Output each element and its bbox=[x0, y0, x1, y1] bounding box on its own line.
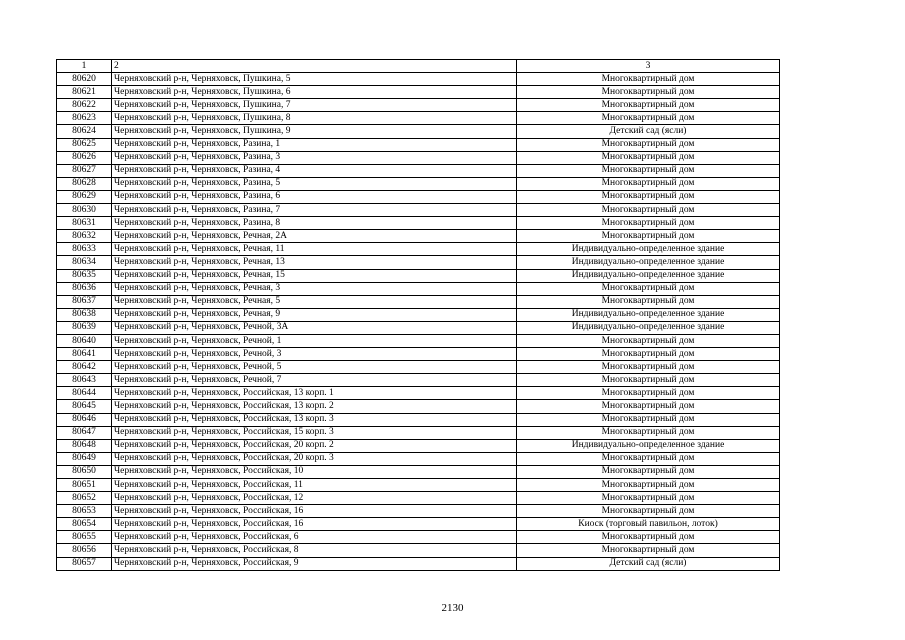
address-cell: Черняховский р-н, Черняховск, Пушкина, 7 bbox=[112, 99, 517, 112]
address-cell: Черняховский р-н, Черняховск, Разина, 5 bbox=[112, 177, 517, 190]
table-row bbox=[57, 308, 780, 321]
address-cell: Черняховский р-н, Черняховск, Речная, 13 bbox=[112, 256, 517, 269]
row-id-cell: 80631 bbox=[57, 217, 112, 230]
address-cell: Черняховский р-н, Черняховск, Речная, 15 bbox=[112, 269, 517, 282]
building-type-cell: Многоквартирный дом bbox=[517, 413, 780, 426]
address-cell: Черняховский р-н, Черняховск, Речной, 1 bbox=[112, 334, 517, 347]
row-id-cell: 80642 bbox=[57, 361, 112, 374]
table-row bbox=[57, 295, 780, 308]
address-cell: Черняховский р-н, Черняховск, Пушкина, 9 bbox=[112, 125, 517, 138]
row-id-cell: 80632 bbox=[57, 230, 112, 243]
row-id-cell: 80655 bbox=[57, 531, 112, 544]
row-id-cell: 80643 bbox=[57, 374, 112, 387]
building-type-cell: Многоквартирный дом bbox=[517, 177, 780, 190]
table-row bbox=[57, 164, 780, 177]
table-row bbox=[57, 321, 780, 334]
address-cell: Черняховский р-н, Черняховск, Речная, 9 bbox=[112, 308, 517, 321]
table-row bbox=[57, 439, 780, 452]
table-row bbox=[57, 465, 780, 478]
table-row bbox=[57, 479, 780, 492]
building-type-cell: Индивидуально-определенное здание bbox=[517, 321, 780, 334]
address-cell: Черняховский р-н, Черняховск, Российская, 13 корп. 3 bbox=[112, 413, 517, 426]
row-id-cell: 80625 bbox=[57, 138, 112, 151]
row-id-cell: 80635 bbox=[57, 269, 112, 282]
address-cell: Черняховский р-н, Черняховск, Российская, 15 корп. 3 bbox=[112, 426, 517, 439]
building-type-cell: Многоквартирный дом bbox=[517, 86, 780, 99]
row-id-cell: 80638 bbox=[57, 308, 112, 321]
address-cell: Черняховский р-н, Черняховск, Разина, 8 bbox=[112, 217, 517, 230]
address-cell: Черняховский р-н, Черняховск, Речная, 11 bbox=[112, 243, 517, 256]
table-row bbox=[57, 387, 780, 400]
row-id-cell: 80650 bbox=[57, 465, 112, 478]
building-type-cell: Индивидуально-определенное здание bbox=[517, 308, 780, 321]
building-type-cell: Детский сад (ясли) bbox=[517, 557, 780, 570]
table-row bbox=[57, 73, 780, 86]
building-type-cell: Многоквартирный дом bbox=[517, 217, 780, 230]
row-id-cell: 80636 bbox=[57, 282, 112, 295]
table-row bbox=[57, 151, 780, 164]
table-row bbox=[57, 112, 780, 125]
row-id-cell: 80641 bbox=[57, 348, 112, 361]
building-type-cell: Многоквартирный дом bbox=[517, 73, 780, 86]
row-id-cell: 80646 bbox=[57, 413, 112, 426]
building-type-cell: Киоск (торговый павильон, лоток) bbox=[517, 518, 780, 531]
table-header-row bbox=[57, 60, 780, 73]
building-type-cell: Многоквартирный дом bbox=[517, 452, 780, 465]
building-type-cell: Многоквартирный дом bbox=[517, 282, 780, 295]
table-row bbox=[57, 544, 780, 557]
row-id-cell: 80645 bbox=[57, 400, 112, 413]
building-type-cell: Многоквартирный дом bbox=[517, 387, 780, 400]
building-type-cell: Многоквартирный дом bbox=[517, 531, 780, 544]
table-row bbox=[57, 492, 780, 505]
row-id-cell: 80622 bbox=[57, 99, 112, 112]
table-row bbox=[57, 125, 780, 138]
table-row bbox=[57, 99, 780, 112]
table-row bbox=[57, 452, 780, 465]
address-cell: Черняховский р-н, Черняховск, Российская, 8 bbox=[112, 544, 517, 557]
building-type-cell: Многоквартирный дом bbox=[517, 190, 780, 203]
address-cell: Черняховский р-н, Черняховск, Российская, 13 корп. 1 bbox=[112, 387, 517, 400]
building-type-cell: Многоквартирный дом bbox=[517, 112, 780, 125]
row-id-cell: 80640 bbox=[57, 334, 112, 347]
table-row bbox=[57, 269, 780, 282]
address-cell: Черняховский р-н, Черняховск, Российская, 20 корп. 2 bbox=[112, 439, 517, 452]
building-type-cell: Многоквартирный дом bbox=[517, 374, 780, 387]
address-cell: Черняховский р-н, Черняховск, Разина, 3 bbox=[112, 151, 517, 164]
page-number: 2130 bbox=[441, 602, 464, 614]
row-id-cell: 80624 bbox=[57, 125, 112, 138]
address-cell: Черняховский р-н, Черняховск, Речная, 5 bbox=[112, 295, 517, 308]
address-cell: Черняховский р-н, Черняховск, Российская, 9 bbox=[112, 557, 517, 570]
column-header-2: 2 bbox=[112, 60, 517, 73]
row-id-cell: 80627 bbox=[57, 164, 112, 177]
building-type-cell: Многоквартирный дом bbox=[517, 99, 780, 112]
building-type-cell: Многоквартирный дом bbox=[517, 138, 780, 151]
table-row bbox=[57, 348, 780, 361]
row-id-cell: 80628 bbox=[57, 177, 112, 190]
table-row bbox=[57, 557, 780, 570]
address-cell: Черняховский р-н, Черняховск, Российская, 20 корп. 3 bbox=[112, 452, 517, 465]
table-row bbox=[57, 243, 780, 256]
building-type-cell: Многоквартирный дом bbox=[517, 164, 780, 177]
address-cell: Черняховский р-н, Черняховск, Разина, 4 bbox=[112, 164, 517, 177]
table-row bbox=[57, 413, 780, 426]
address-cell: Черняховский р-н, Черняховск, Речной, 3А bbox=[112, 321, 517, 334]
building-type-cell: Многоквартирный дом bbox=[517, 348, 780, 361]
column-header-3: 3 bbox=[517, 60, 780, 73]
table-row bbox=[57, 282, 780, 295]
address-cell: Черняховский р-н, Черняховск, Речная, 3 bbox=[112, 282, 517, 295]
address-cell: Черняховский р-н, Черняховск, Речной, 3 bbox=[112, 348, 517, 361]
address-cell: Черняховский р-н, Черняховск, Пушкина, 8 bbox=[112, 112, 517, 125]
building-type-cell: Многоквартирный дом bbox=[517, 151, 780, 164]
row-id-cell: 80652 bbox=[57, 492, 112, 505]
address-cell: Черняховский р-н, Черняховск, Разина, 1 bbox=[112, 138, 517, 151]
table-row bbox=[57, 138, 780, 151]
building-type-cell: Многоквартирный дом bbox=[517, 544, 780, 557]
row-id-cell: 80620 bbox=[57, 73, 112, 86]
address-cell: Черняховский р-н, Черняховск, Пушкина, 6 bbox=[112, 86, 517, 99]
row-id-cell: 80626 bbox=[57, 151, 112, 164]
address-cell: Черняховский р-н, Черняховск, Пушкина, 5 bbox=[112, 73, 517, 86]
row-id-cell: 80623 bbox=[57, 112, 112, 125]
building-type-cell: Многоквартирный дом bbox=[517, 465, 780, 478]
address-cell: Черняховский р-н, Черняховск, Российская, 6 bbox=[112, 531, 517, 544]
table-row bbox=[57, 86, 780, 99]
row-id-cell: 80637 bbox=[57, 295, 112, 308]
table-row bbox=[57, 400, 780, 413]
building-type-cell: Многоквартирный дом bbox=[517, 361, 780, 374]
table-row bbox=[57, 230, 780, 243]
building-type-cell: Многоквартирный дом bbox=[517, 295, 780, 308]
building-type-cell: Многоквартирный дом bbox=[517, 426, 780, 439]
address-cell: Черняховский р-н, Черняховск, Разина, 6 bbox=[112, 190, 517, 203]
table-row bbox=[57, 217, 780, 230]
row-id-cell: 80630 bbox=[57, 204, 112, 217]
column-header-1: 1 bbox=[57, 60, 112, 73]
building-type-cell: Многоквартирный дом bbox=[517, 204, 780, 217]
row-id-cell: 80639 bbox=[57, 321, 112, 334]
table-row bbox=[57, 505, 780, 518]
row-id-cell: 80621 bbox=[57, 86, 112, 99]
table-row bbox=[57, 256, 780, 269]
building-type-cell: Индивидуально-определенное здание bbox=[517, 269, 780, 282]
table-row bbox=[57, 374, 780, 387]
row-id-cell: 80654 bbox=[57, 518, 112, 531]
address-cell: Черняховский р-н, Черняховск, Российская, 12 bbox=[112, 492, 517, 505]
address-cell: Черняховский р-н, Черняховск, Российская, 10 bbox=[112, 465, 517, 478]
building-type-cell: Многоквартирный дом bbox=[517, 492, 780, 505]
address-cell: Черняховский р-н, Черняховск, Речная, 2А bbox=[112, 230, 517, 243]
address-cell: Черняховский р-н, Черняховск, Российская, 16 bbox=[112, 518, 517, 531]
table-row bbox=[57, 177, 780, 190]
address-cell: Черняховский р-н, Черняховск, Российская, 13 корп. 2 bbox=[112, 400, 517, 413]
row-id-cell: 80647 bbox=[57, 426, 112, 439]
row-id-cell: 80633 bbox=[57, 243, 112, 256]
registry-table bbox=[56, 59, 780, 571]
table-row bbox=[57, 204, 780, 217]
building-type-cell: Индивидуально-определенное здание bbox=[517, 243, 780, 256]
row-id-cell: 80634 bbox=[57, 256, 112, 269]
row-id-cell: 80649 bbox=[57, 452, 112, 465]
building-type-cell: Многоквартирный дом bbox=[517, 505, 780, 518]
building-type-cell: Многоквартирный дом bbox=[517, 334, 780, 347]
table-body bbox=[57, 73, 780, 571]
building-type-cell: Многоквартирный дом bbox=[517, 479, 780, 492]
address-cell: Черняховский р-н, Черняховск, Речной, 5 bbox=[112, 361, 517, 374]
address-cell: Черняховский р-н, Черняховск, Российская, 16 bbox=[112, 505, 517, 518]
table-row bbox=[57, 334, 780, 347]
table-row bbox=[57, 531, 780, 544]
building-type-cell: Индивидуально-определенное здание bbox=[517, 439, 780, 452]
table-row bbox=[57, 518, 780, 531]
table-row bbox=[57, 361, 780, 374]
building-type-cell: Индивидуально-определенное здание bbox=[517, 256, 780, 269]
table-row bbox=[57, 190, 780, 203]
address-cell: Черняховский р-н, Черняховск, Речной, 7 bbox=[112, 374, 517, 387]
row-id-cell: 80629 bbox=[57, 190, 112, 203]
address-cell: Черняховский р-н, Черняховск, Российская, 11 bbox=[112, 479, 517, 492]
row-id-cell: 80648 bbox=[57, 439, 112, 452]
address-cell: Черняховский р-н, Черняховск, Разина, 7 bbox=[112, 204, 517, 217]
row-id-cell: 80644 bbox=[57, 387, 112, 400]
table-row bbox=[57, 426, 780, 439]
row-id-cell: 80653 bbox=[57, 505, 112, 518]
row-id-cell: 80651 bbox=[57, 479, 112, 492]
building-type-cell: Детский сад (ясли) bbox=[517, 125, 780, 138]
building-type-cell: Многоквартирный дом bbox=[517, 230, 780, 243]
row-id-cell: 80656 bbox=[57, 544, 112, 557]
building-type-cell: Многоквартирный дом bbox=[517, 400, 780, 413]
row-id-cell: 80657 bbox=[57, 557, 112, 570]
